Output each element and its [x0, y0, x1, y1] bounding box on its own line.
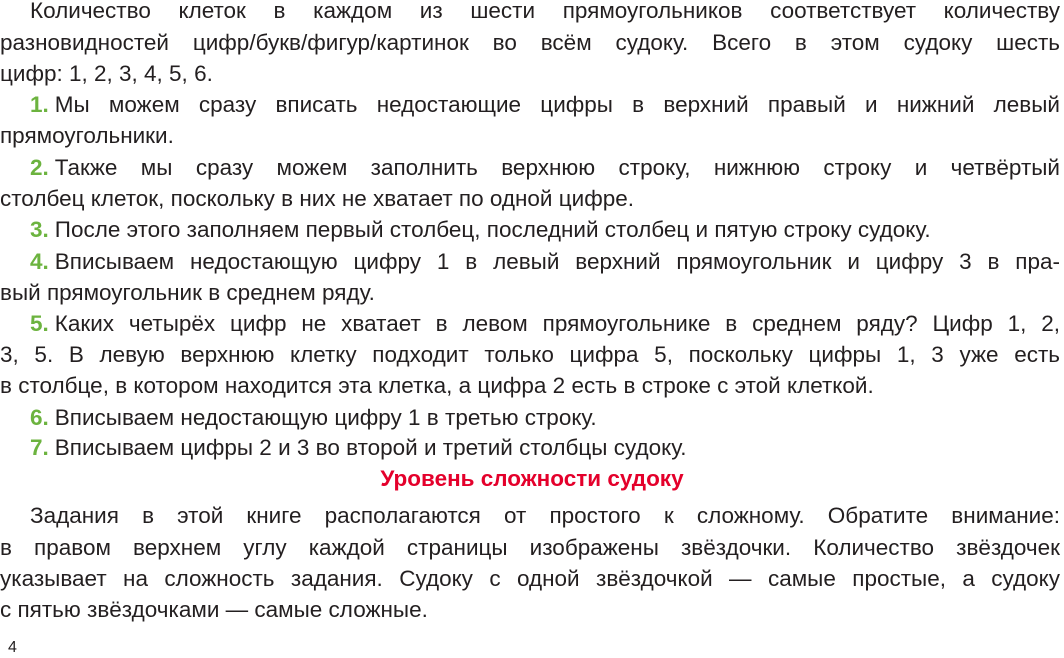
intro-line-2: разновидностей цифр/букв/фигур/картинок во всём судоку. Всего в этом судоку шесть: [0, 30, 1060, 55]
difficulty-line-3: указывает на сложность задания. Судоку с одной звёздочкой — самые простые, а судоку: [0, 566, 1060, 591]
step-6-line-1: 6. Вписываем недостающую цифру 1 в третью строку.: [30, 405, 597, 430]
step-7-line-1: 7. Вписываем цифры 2 и 3 во второй и третий столбцы судоку.: [30, 435, 687, 460]
step-1-line-2: прямоугольники.: [0, 123, 174, 148]
step-2-line-1: 2. Также мы сразу можем заполнить верхнюю строку, нижнюю строку и четвёртый: [30, 155, 1060, 180]
step-1-number: 1.: [30, 92, 49, 117]
step-5-line-1: 5. Каких четырёх цифр не хватает в левом прямоугольнике в среднем ряду? Цифр 1, 2,: [30, 311, 1060, 336]
difficulty-line-1: Задания в этой книге располагаются от простого к сложному. Обратите внимание:: [30, 503, 1060, 528]
step-6-number: 6.: [30, 405, 49, 430]
step-4-line-1: 4. Вписываем недостающую цифру 1 в левый верхний прямоугольник и цифру 3 в пра-: [30, 249, 1060, 274]
page-number: 4: [8, 639, 17, 656]
section-heading: Уровень сложности судоку: [380, 466, 684, 491]
step-5-line-2: 3, 5. В левую верхнюю клетку подходит только цифра 5, поскольку цифры 1, 3 уже есть: [0, 342, 1060, 367]
step-5-line-3: в столбце, в котором находится эта клетка, а цифра 2 есть в строке с этой клеткой.: [0, 373, 874, 398]
difficulty-line-2: в правом верхнем углу каждой страницы изображены звёздочки. Количество звёздочек: [0, 535, 1060, 560]
step-1-line-1: 1. Мы можем сразу вписать недостающие цифры в верхний правый и нижний левый: [30, 92, 1060, 117]
step-2-number: 2.: [30, 155, 49, 180]
step-2-line-2: столбец клеток, поскольку в них не хватает по одной цифре.: [0, 186, 634, 211]
intro-line-3: цифр: 1, 2, 3, 4, 5, 6.: [0, 61, 213, 86]
intro-line-1: Количество клеток в каждом из шести прямоугольников соответствует количеству: [30, 0, 1060, 23]
difficulty-line-4: с пятью звёздочками — самые сложные.: [0, 597, 428, 622]
step-7-number: 7.: [30, 435, 49, 460]
step-3-line-1: 3. После этого заполняем первый столбец, последний столбец и пятую строку судоку.: [30, 217, 931, 242]
step-4-number: 4.: [30, 249, 49, 274]
step-5-number: 5.: [30, 311, 49, 336]
step-3-number: 3.: [30, 217, 49, 242]
step-4-line-2: вый прямоугольник в среднем ряду.: [0, 280, 375, 305]
